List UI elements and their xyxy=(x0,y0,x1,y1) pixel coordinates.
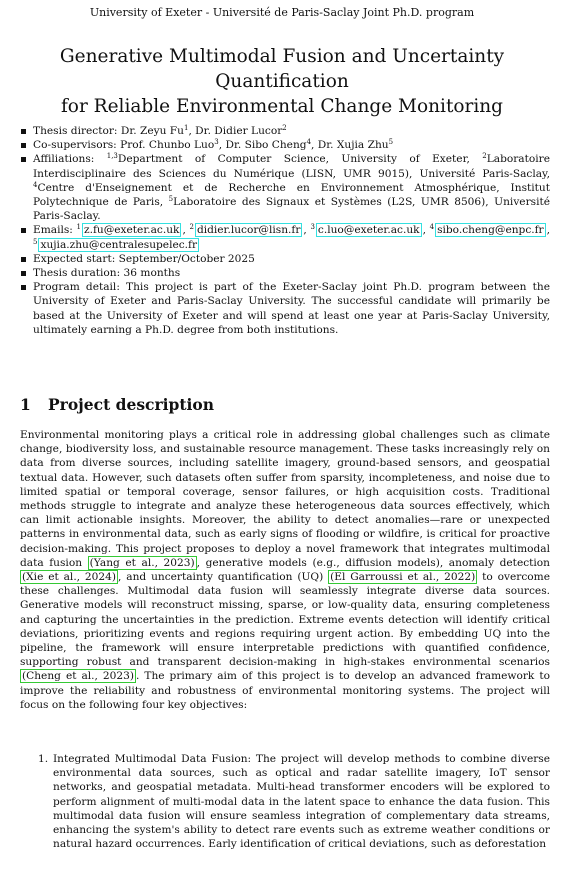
affil-label: Affiliations: xyxy=(33,153,107,166)
running-header: University of Exeter - Université de Paris-Saclay Joint Ph.D. program xyxy=(89,6,475,19)
email-link-1[interactable]: z.fu@exeter.ac.uk xyxy=(84,224,180,237)
objective-item xyxy=(38,752,550,851)
citation-cheng-2023[interactable]: (Cheng et al., 2023) xyxy=(22,670,135,683)
emails-item: Emails: $^1$ z.fu@exeter.ac.uk , $^2$ didier.lucor@lisn.fr , $^3$ c.luo@exeter.ac.uk , $^4$ sibo.cheng@enpc.fr , $^5$ xujia.zhu@centralesupelec.fr xyxy=(20,223,550,251)
title-line-1: Generative Multimodal Fusion and Uncertainty Quantification xyxy=(59,46,505,92)
affil-4: Centre d'Enseignement et de Recherche en Environnement Atmosphérique, Institut Polytechnique de Paris, xyxy=(33,181,550,209)
section-number: 1 xyxy=(20,395,31,414)
objectives-list xyxy=(38,752,550,851)
program-detail-item: Program detail: This project is part of the Exeter-Saclay joint Ph.D. program between the University of Exeter and Paris-Saclay University. The successful candidate will primarily be based at the University of Exeter and will spend at least one year at Paris-Saclay University, ultimately earning a Ph.D. degree from both institutions. xyxy=(20,280,550,337)
body-text-3: , and uncertainty quantification (UQ) xyxy=(118,571,329,584)
body-text-4: to overcome these challenges. Multimodal data fusion will seamlessly integrate diverse data sources. Generative models will reconstruct missing, sparse, or low-quality data, ensuring completeness and capturing the uncertainties in the prediction. Extreme events detection will identify critical deviations, prioritizing events and regions requiring urgent action. By embedding UQ into the pipeline, the framework will ensure interpretable predictions with quantified confidence, supporting robust and transparent decision-making in high-stakes environmental scenarios xyxy=(20,571,550,669)
email-link-3[interactable]: c.luo@exeter.ac.uk xyxy=(317,224,420,237)
email-link-2[interactable]: didier.lucor@lisn.fr xyxy=(196,224,301,237)
affil-5: Laboratoire des Signaux et Systèmes (L2S, UMR 8506), Université Paris-Saclay. xyxy=(33,196,550,223)
citation-el-garroussi-2022[interactable]: (El Garroussi et al., 2022) xyxy=(330,571,476,584)
director-label: Thesis director: xyxy=(33,125,121,137)
title-line-2: for Reliable Environmental Change Monitoring xyxy=(60,96,504,117)
project-description-paragraph xyxy=(20,428,550,712)
objective-text: Integrated Multimodal Data Fusion: The project will develop methods to combine diverse environmental data sources, such as optical and radar satellite imagery, IoT sensor networks, and geospatial metadata. Multi-head transformer encoders will be explored to perform alignment of multi-modal data in the latent space to enhance the data fusion. This multimodal data fusion will ensure seamless integration of complementary data streams, enhancing the system's ability to detect rare events such as extreme weather conditions or natural hazard occurrences. Early identification of critical deviations, such as deforestation xyxy=(53,753,550,851)
thesis-director-item: Thesis director: Dr. Zeyu Fu$^1$, Dr. Didier Lucor$^2$ xyxy=(20,124,550,138)
emails-label: Emails: xyxy=(33,224,77,237)
cosup-1: Prof. Chunbo Luo xyxy=(120,139,215,152)
cosup-3: , Dr. Xujia Zhu xyxy=(311,139,389,152)
affil-1: Department of Computer Science, University of Exeter, xyxy=(117,153,483,166)
body-text-5: . The primary aim of this project is to develop an advanced framework to improve the reliability and robustness of environmental monitoring systems. The project will focus on the following four key objectives: xyxy=(20,670,550,711)
section-heading xyxy=(20,395,550,415)
citation-yang-2023[interactable]: (Yang et al., 2023) xyxy=(89,556,195,569)
thesis-duration-item: Thesis duration: 36 months xyxy=(20,266,550,280)
affil-2: Laboratoire Interdisciplinaire des Sciences du Numérique (LISN, UMR 9015), Université Paris-Saclay, xyxy=(33,153,550,180)
objective-number: 1. xyxy=(38,753,49,765)
email-link-4[interactable]: sibo.cheng@enpc.fr xyxy=(437,224,544,237)
cosup-label: Co-supervisors: xyxy=(33,139,121,152)
co-supervisors-item: Co-supervisors: Prof. Chunbo Luo$^3$, Dr. Sibo Cheng$^4$, Dr. Xujia Zhu$^5$ xyxy=(20,138,550,152)
affiliations-item: Affiliations: $^{1,3}$Department of Computer Science, University of Exeter, $^2$Laboratoire Interdisciplinaire des Sciences du Numérique (LISN, UMR 9015), Université Paris-Saclay, $^4$Centre d'Enseignement et de Recherche en Environnement Atmosphérique, Institut Polytechnique de Paris, $^5$Laboratoire des Signaux et Systèmes (L2S, UMR 8506), Université Paris-Saclay. xyxy=(20,152,550,223)
thesis-details-list xyxy=(20,124,550,337)
body-text-2: , generative models (e.g., diffusion models), anomaly detection xyxy=(196,556,550,569)
director-1: Dr. Zeyu Fu xyxy=(120,125,184,137)
citation-xie-2024[interactable]: (Xie et al., 2024) xyxy=(22,571,117,584)
director-2: , Dr. Didier Lucor xyxy=(188,125,283,137)
email-link-5[interactable]: xujia.zhu@centralesupelec.fr xyxy=(40,238,198,251)
cosup-2: , Dr. Sibo Cheng xyxy=(218,139,307,152)
body-text-1: Environmental monitoring plays a critical role in addressing global challenges such as climate change, biodiversity loss, and sustainable resource management. These tasks increasingly rely on data from diverse sources, including satellite imagery, ground-based sensors, and geospatial textual data. However, such datasets often suffer from sparsity, incompleteness, and noise due to limited spatial or temporal coverage, sensor failures, or high acquisition costs. Traditional methods struggle to integrate and analyze these heterogeneous data sources effectively, which can limit actionable insights. Moreover, the ability to detect anomalies—rare or unexpected patterns in environmental data, such as early signs of flooding or wildfire, is critical for proactive decision-making. This project proposes to deploy a novel framework that integrates multimodal data fusion xyxy=(20,429,550,569)
paper-title xyxy=(20,44,544,119)
section-title: Project description xyxy=(48,395,215,414)
expected-start-item: Expected start: September/October 2025 xyxy=(20,252,550,266)
